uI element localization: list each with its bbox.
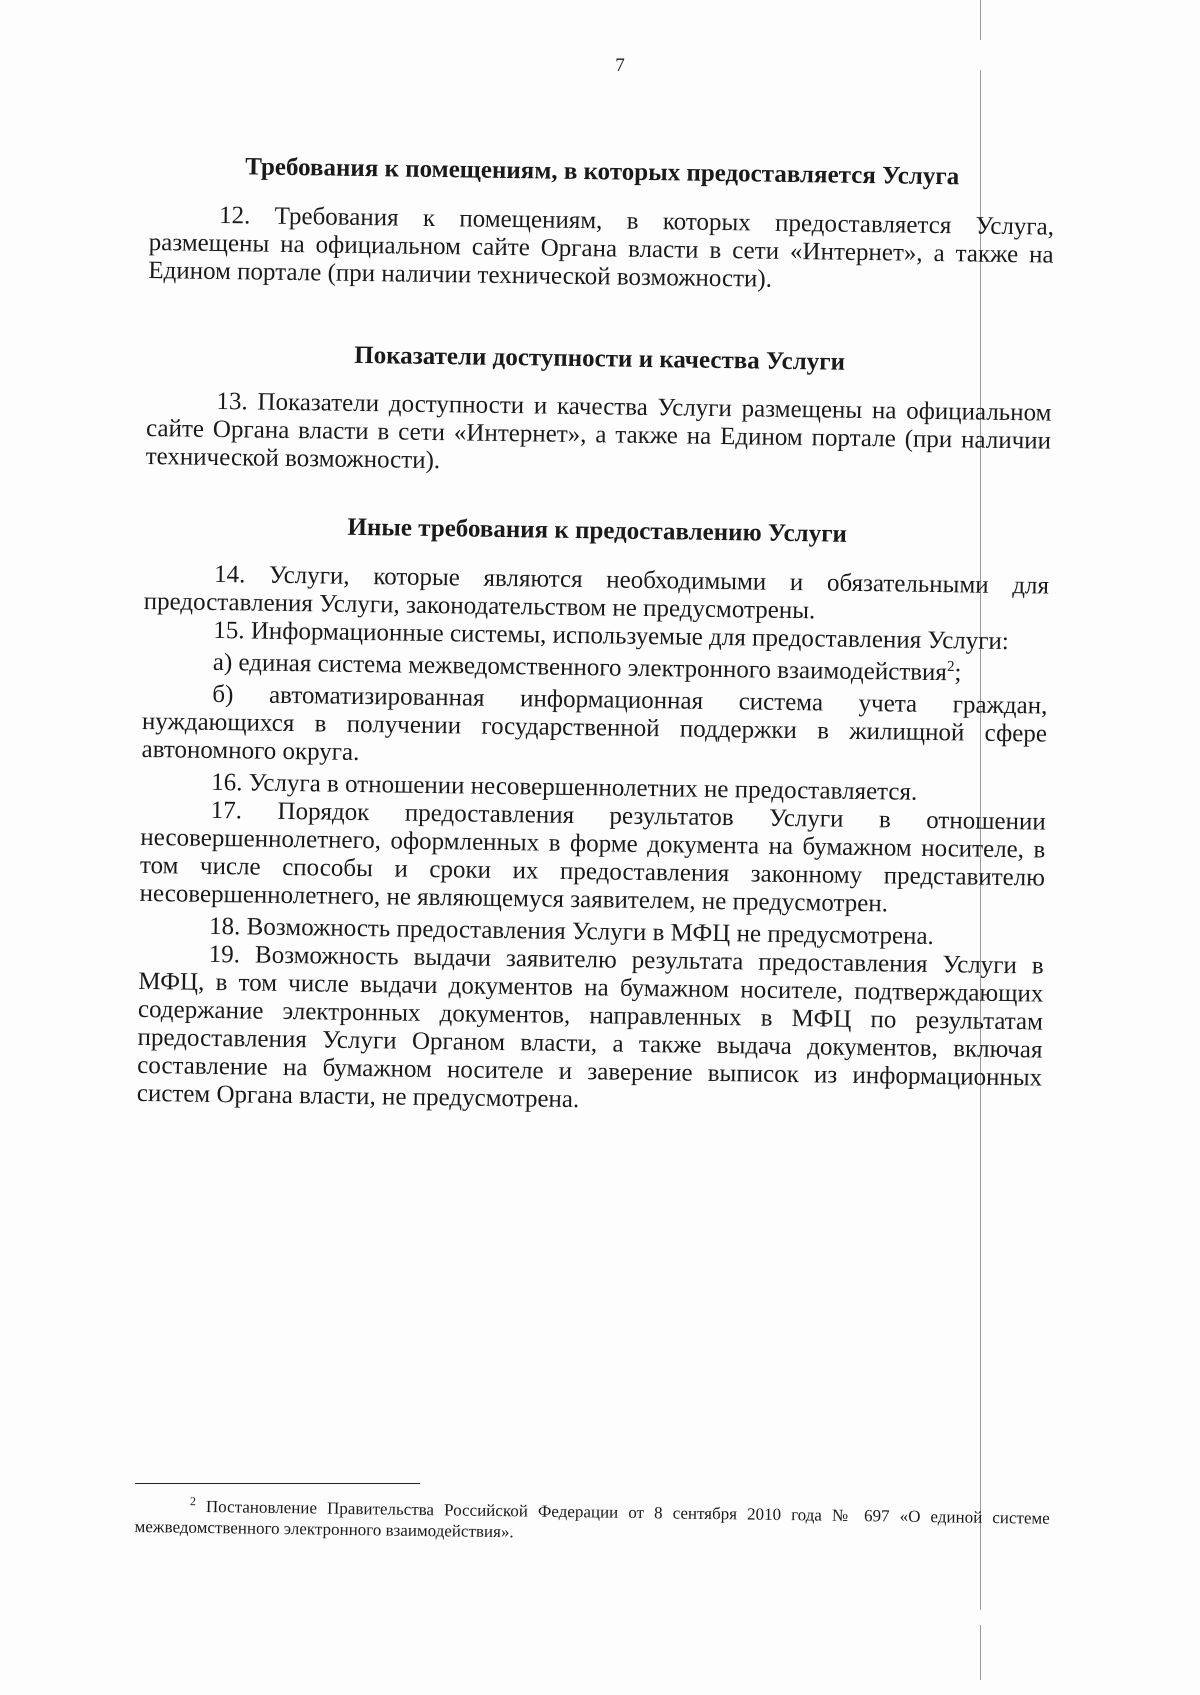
footnote-reference: 2	[946, 658, 955, 675]
paragraph-14: 14. Услуги, которые являются необходимыми и обязательными для предоставления Услуги, законодательством не предусмотрены.	[143, 560, 1050, 624]
paragraph-12: 12. Требования к помещениям, в которых предоставляется Услуга, размещены на официальном сайте Органа власти в сети «Интернет», а также на Едином портале (при наличии технической возможности).	[148, 201, 1055, 293]
paragraph-15a-suffix: ;	[954, 658, 962, 686]
scan-edge-line	[980, 0, 981, 40]
scan-edge-line	[980, 1625, 981, 1680]
paragraph-17: 17. Порядок предоставления результатов Услуги в отношении несовершеннолетнего, оформленных в форме документа на бумажном носителе, в том числе способы и сроки их предоставления законному представителю несовершеннолетнего, не являющемуся заявителем, не предусмотрен.	[139, 796, 1046, 917]
page-number: 7	[615, 55, 625, 76]
footnote-separator	[135, 1483, 420, 1484]
footnote-text: Постановление Правительства Российской Федерации от 8 сентября 2010 года № 697 «О единой системе межведомственного электронного взаимодействия».	[134, 1496, 1050, 1542]
paragraph-18: 18. Возможность предоставления Услуги в МФЦ не предусмотрена.	[208, 912, 934, 950]
footnote	[134, 1495, 1049, 1550]
paragraph-13: 13. Показатели доступности и качества Услуги размещены на официальном сайте Органа власти в сети «Интернет», а также на Едином портале (при наличии технической возможности).	[145, 387, 1052, 475]
section-heading: Показатели доступности и качества Услуги	[354, 341, 846, 376]
paragraph-15: 15. Информационные системы, используемые для предоставления Услуги:	[213, 616, 1010, 655]
paragraph-16: 16. Услуга в отношении несовершеннолетних не предоставляется.	[210, 768, 918, 806]
paragraph-19: 19. Возможность выдачи заявителю результата предоставления Услуги в МФЦ, в том числе выдачи документов на бумажном носителе, подтверждающих содержание электронных документов, направленных в МФЦ по результатам предоставления Услуги Органом власти, а также выдача документов, включая составление на бумажном носителе и заверение выписок из информационных систем Органа власти, не предусмотрена.	[136, 940, 1044, 1113]
document-body	[137, 150, 1055, 1120]
section-heading: Иные требования к предоставлению Услуги	[347, 513, 848, 548]
paragraph-15b: б) автоматизированная информационная система учета граждан, нуждающихся в получении государственной поддержки в жилищной сфере автономного округа.	[141, 680, 1048, 766]
footnote-marker: 2	[189, 1494, 197, 1509]
section-heading: Требования к помещениям, в которых предоставляется Услуга	[245, 153, 960, 191]
paragraph-15a-text: а) единая система межведомственного электронного взаимодействия	[212, 648, 948, 686]
